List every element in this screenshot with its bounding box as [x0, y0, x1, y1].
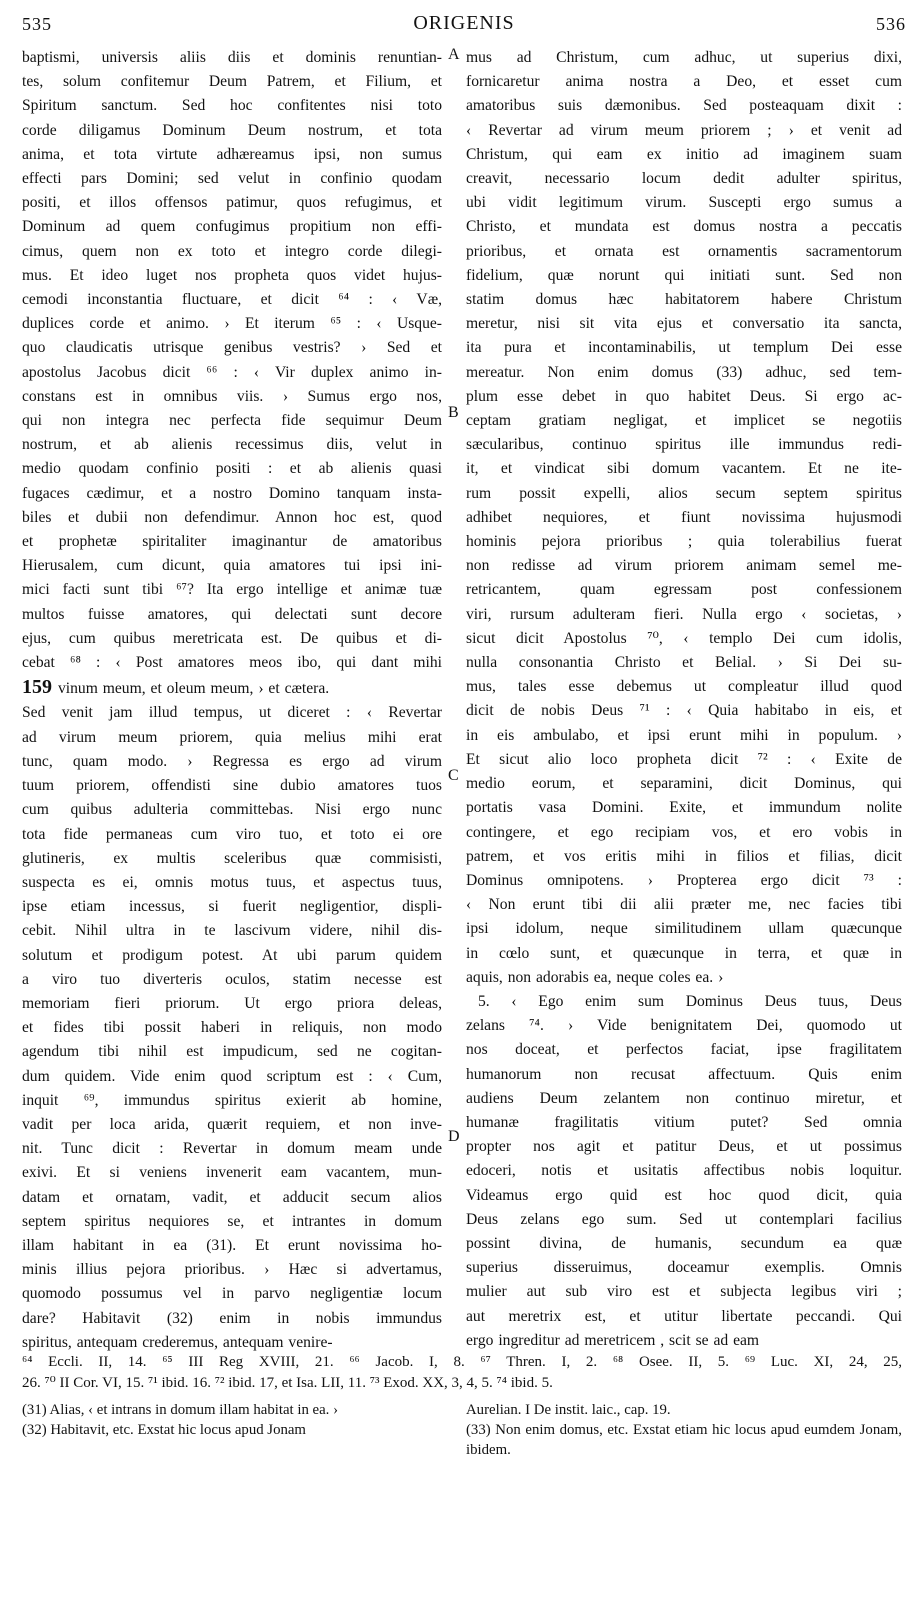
text-line: fidelium, quæ norunt qui initiati sunt. Sed non — [466, 266, 902, 284]
text-line: sæcularibus, continuo spiritus ille immundus redi- — [466, 436, 902, 454]
page-number-right: 536 — [876, 14, 906, 34]
text-line: superius disseruimus, doceamur exemplis. Omnis — [466, 1259, 902, 1277]
text-line: anima, et tota virtute adhæreamus ipsi, non sumus — [22, 145, 442, 163]
text-line: datam et ornatam, vadit, et adducit secum alios — [22, 1188, 442, 1206]
text-line: tuum priorem, offendisti sine dubio amatores tuos — [22, 777, 442, 795]
text-line: Dominus omnipotens. › Propterea ergo dicit ⁷³ : — [466, 871, 902, 889]
text-line: retricantem, quam egressam post confessionem — [466, 581, 902, 599]
text-line: mulier aut sub viro est et subjecta legibus viri ; — [466, 1283, 902, 1301]
text-line: ‹ Revertar ad virum meum priorem ; › et venit ad — [466, 121, 902, 139]
right-column — [466, 46, 902, 1353]
text-line: vadit per loca arida, quærit requiem, et non inve- — [22, 1115, 442, 1133]
text-line: qui non integra nec perfecta fide sequimur Deum — [22, 412, 442, 430]
text-line: aquis, non adorabis ea, neque coles ea. › — [466, 968, 724, 986]
text-line: duplices corde et animo. › Et iterum ⁶⁵ : ‹ Usque- — [22, 315, 442, 333]
text-line: solutum et prodigum potest. At ubi parum quidem — [22, 946, 442, 964]
reference-line: ⁶⁴ Eccli. II, 14. ⁶⁵ III Reg XVIII, 21. ⁶⁶ Jacob. I, 8. ⁶⁷ Thren. I, 2. ⁶⁸ Osee. II, 5. ⁶⁹ Luc. XI, 24, 25, — [22, 1354, 902, 1370]
text-line: biles et dubii non defendimur. Annon hoc est, quod — [22, 508, 442, 526]
text-line: medio quodam confinio positi : et ab alienis quasi — [22, 460, 442, 478]
text-line: cebit. Nihil ultra in te lascivum videre, nihil dis- — [22, 922, 442, 940]
text-line: plum esse debet in quo habitet Deus. Si ergo ac- — [466, 387, 902, 405]
text-line: a viro tuo diverteris oculos, statim necesse est — [22, 970, 442, 988]
text-line: it, et vindicat sibi domum vacantem. Et ne ite- — [466, 460, 902, 478]
text-line: quomodo possumus vel in parvo negligentiæ locum — [22, 1285, 442, 1303]
text-line: tes, solum confitemur Deum Patrem, et Filium, et — [22, 73, 442, 91]
text-line: 159 vinum meum, et oleum meum, › et cætera. — [22, 676, 330, 699]
text-line: mus ad Christum, cum adhuc, ut superius dixi, — [466, 49, 902, 66]
text-line: tota fide permaneas cum viro tuo, et toto ei ore — [22, 825, 442, 843]
text-line: aut meretrix est, et utitur libertate peccandi. Qui — [466, 1307, 902, 1325]
text-line: ita pura et incontaminabilis, ut templum Dei esse — [466, 339, 902, 357]
text-line: tunc, quam modo. › Regressa es ergo ad virum — [22, 752, 442, 770]
text-line: septem spiritus nequiores se, et intrantes in domum — [22, 1212, 442, 1230]
running-header — [22, 12, 906, 38]
text-line: in cœlo sunt, et quæcunque in terra, et quæ in — [466, 944, 902, 962]
text-line: minis illius pejora prioribus. › Hæc si advertamus, — [22, 1261, 442, 1279]
text-line: rum possit expelli, alios secum septem spiritus — [466, 484, 902, 502]
text-line: contingere, et ego recipiam vos, et ero vobis in — [466, 823, 902, 841]
text-line: ergo ingreditur ad meretricem , scit se ad eam — [466, 1331, 760, 1349]
text-line: dare? Habitavit (32) enim in nobis immundus — [22, 1309, 442, 1327]
text-line: illam habitant in ea (31). Et erunt novissima ho- — [22, 1236, 442, 1254]
text-line: cebat ⁶⁸ : ‹ Post amatores meos ibo, qui dant mihi — [22, 654, 442, 672]
text-line: cimus, quem non ex toto et integro corde dilegi- — [22, 242, 442, 260]
section-marker-c: C — [448, 767, 459, 784]
text-line: suspecta es ei, omnis motus tuus, et aspectus tuus, — [22, 873, 442, 891]
text-line: ubi vidit legitimum virum. Suscepti ergo sumus a — [466, 194, 902, 212]
scripture-references — [22, 1352, 902, 1394]
reference-line: 26. ⁷⁰ II Cor. VI, 15. ⁷¹ ibid. 16. ⁷² ibid. 17, et Isa. LII, 11. ⁷³ Exod. XX, 3, 4, 5. ⁷⁴ ibid. 5. — [22, 1375, 553, 1391]
text-line: possint divina, de humanis, secundum ea quæ — [466, 1234, 902, 1252]
page-number-left: 535 — [22, 14, 52, 34]
text-line: Videamus ergo quid est hoc quod dicit, quia — [466, 1186, 902, 1204]
text-line: amatoribus suis dæmonibus. Sed posteaquam dixit : — [466, 97, 902, 115]
text-line: sicut dicit Apostolus ⁷⁰, ‹ templo Dei cum idolis, — [466, 629, 902, 647]
text-line: baptismi, universis aliis diis et dominis renuntian- — [22, 49, 442, 66]
section-marker-b: B — [448, 404, 459, 421]
text-line: adhibet nequiores, et fiunt novissima hujusmodi — [466, 508, 902, 526]
text-line: mus, tales esse debemus ut compleatur illud quod — [466, 678, 902, 696]
text-line: apostolus Jacobus dicit ⁶⁶ : ‹ Vir duplex animo in- — [22, 363, 442, 381]
text-line: et fides tibi possit haberi in reliquis, non modo — [22, 1019, 442, 1037]
text-line: ipsi idolum, neque similitudinem ullam quæcunque — [466, 920, 902, 938]
text-line: positi, et illos offensos patimur, quos refugimus, et — [22, 194, 442, 212]
text-line: creavit, necessario locum dedit adulter spiritus, — [466, 170, 902, 188]
text-line: fornicaretur anima nostra a Deo, et esset cum — [466, 73, 902, 91]
text-line: corde diligamus Dominum Deum nostrum, et tota — [22, 121, 442, 139]
text-line: non redisse ad virum priorem animam semel me- — [466, 557, 902, 575]
margin-number: 159 — [22, 676, 58, 699]
text-line: cemodi inconstantia fluctuare, et dicit ⁶⁴ : ‹ Væ, — [22, 291, 442, 309]
text-line: portatis vasa Domini. Exite, et immundum nolite — [466, 799, 902, 817]
text-line: mereatur. Non enim domus (33) adhuc, sed tem- — [466, 363, 902, 381]
text-line: dicit de nobis Deus ⁷¹ : ‹ Quia habitabo in eis, et — [466, 702, 902, 720]
footnotes-left — [22, 1400, 442, 1440]
text-line: Et sicut alio loco propheta dicit ⁷² : ‹ Exite de — [466, 750, 902, 768]
text-line: quo claudicatis utrisque genibus vestris? › Sed et — [22, 339, 442, 357]
text-line: mici facti sunt tibi ⁶⁷? Ita ergo intellige et animæ tuæ — [22, 581, 442, 599]
text-line: nulla consonantia Christo et Belial. › Si Dei su- — [466, 654, 902, 672]
text-line: nit. Tunc dicit : Revertar in domum meam unde — [22, 1140, 442, 1158]
text-line: edoceri, notis et usitatis affectibus nobis loquitur. — [466, 1162, 902, 1180]
text-line: Hierusalem, cum dicunt, quia amatores tui ipsi ini- — [22, 557, 442, 575]
footnote: Aurelian. I De instit. laic., cap. 19. — [466, 1402, 671, 1418]
text-line: et prophetæ spiritaliter imaginantur de amatoribus — [22, 533, 442, 551]
text-line: mus. Et ideo luget nos propheta quos videt hujus- — [22, 266, 442, 284]
text-line: medio eorum, et separamini, dicit Dominus, qui — [466, 775, 902, 793]
footnotes-right — [466, 1400, 902, 1460]
text-line: Sed venit jam illud tempus, ut diceret : ‹ Revertar — [22, 704, 442, 722]
section-marker-a: A — [448, 46, 460, 63]
text-line: 5. ‹ Ego enim sum Dominus Deus tuus, Deus — [478, 992, 902, 1010]
footnote: (31) Alias, ‹ et intrans in domum illam habitat in ea. › — [22, 1402, 339, 1418]
section-marker-d: D — [448, 1128, 460, 1145]
text-line: ceptam gratiam negligat, et implicet se negotiis — [466, 412, 902, 430]
text-line: ipse etiam incessus, si fuerit negligentior, displi- — [22, 898, 442, 916]
footnote: (32) Habitavit, etc. Exstat hic locus apud Jonam — [22, 1422, 306, 1438]
text-line: ‹ Non erunt tibi dii alii præter me, nec facies tibi — [466, 896, 902, 914]
text-line: cum quibus adulteria committebas. Nisi ergo nunc — [22, 801, 442, 819]
text-line: humanorum non recusat affectuum. Quis enim — [466, 1065, 902, 1083]
text-line: Deus zelans ego sum. Sed ut contemplari facilius — [466, 1210, 902, 1228]
text-line: Dominum ad quem confugimus propitium non effi- — [22, 218, 442, 236]
text-line: propter nos agit et patitur Deus, et ut possimus — [466, 1138, 902, 1156]
text-line: ad virum meum priorem, quia melius mihi erat — [22, 728, 442, 746]
text-line: dum quidem. Vide enim quod scriptum est : ‹ Cum, — [22, 1067, 442, 1085]
text-line: agendum tibi nihil est impudicum, sed ne cogitan- — [22, 1043, 442, 1061]
left-column — [22, 46, 442, 1355]
text-line: Spiritum sanctum. Sed hoc confitentes nisi toto — [22, 97, 442, 115]
text-line: constans est in omnibus viis. › Sumus ergo nos, — [22, 387, 442, 405]
text-line: in eis ambulabo, et ipsi erunt mihi in populum. › — [466, 726, 902, 744]
text-line: exivi. Et si veniens invenerit eam vacantem, mun- — [22, 1164, 442, 1182]
text-line: humanæ fragilitatis vitium putet? Sed omnia — [466, 1113, 902, 1131]
text-line: memoriam fieri priorum. Ut ergo priora deleas, — [22, 994, 442, 1012]
text-line: glutineris, ex multis sceleribus quæ commisisti, — [22, 849, 442, 867]
text-line: viri, rursum adulteram fieri. Nulla ergo ‹ societas, › — [466, 605, 902, 623]
text-line: nos doceat, et perfectos faciat, ipse fragilitatem — [466, 1041, 902, 1059]
text-line: effecti pars Domini; sed velut in confinio quodam — [22, 170, 442, 188]
text-line: multos fuisse amatores, qui delectati sunt decore — [22, 605, 442, 623]
text-line: fugaces cædimur, et a nostro Domino tanquam insta- — [22, 484, 442, 502]
text-line: spiritus, antequam crederemus, antequam venire- — [22, 1333, 333, 1351]
footnote: (33) Non enim domus, etc. Exstat etiam hic locus apud eumdem Jonam, ibidem. — [466, 1422, 902, 1458]
text-line: zelans ⁷⁴. › Vide benignitatem Dei, quomodo ut — [466, 1017, 902, 1035]
text-line: audiens Deum zelantem non continuo miretur, et — [466, 1089, 902, 1107]
text-line: Christum, qui eam ex initio ad imaginem suam — [466, 145, 902, 163]
running-title: ORIGENIS — [413, 12, 515, 34]
text-line: statim domus hæc habitatorem habere Christum — [466, 291, 902, 309]
text-line: prioribus, et ornata est ornamentis sacramentorum — [466, 242, 902, 260]
text-line: Christo, et mundata est domus nostra a peccatis — [466, 218, 902, 236]
text-line: meretur, nisi sit vita ejus et conversatio ita sancta, — [466, 315, 902, 333]
text-line: patrem, et vos eritis mihi in filios et filias, dicit — [466, 847, 902, 865]
text-line: ejus, cum quibus meretricata est. De quibus et di- — [22, 629, 442, 647]
text-line: nostrum, et ab alienis recessimus diis, velut in — [22, 436, 442, 454]
text-line: inquit ⁶⁹, immundus spiritus exierit ab homine, — [22, 1091, 442, 1109]
text-line: hominis pejora prioribus ; quia tolerabilius fuerat — [466, 533, 902, 551]
